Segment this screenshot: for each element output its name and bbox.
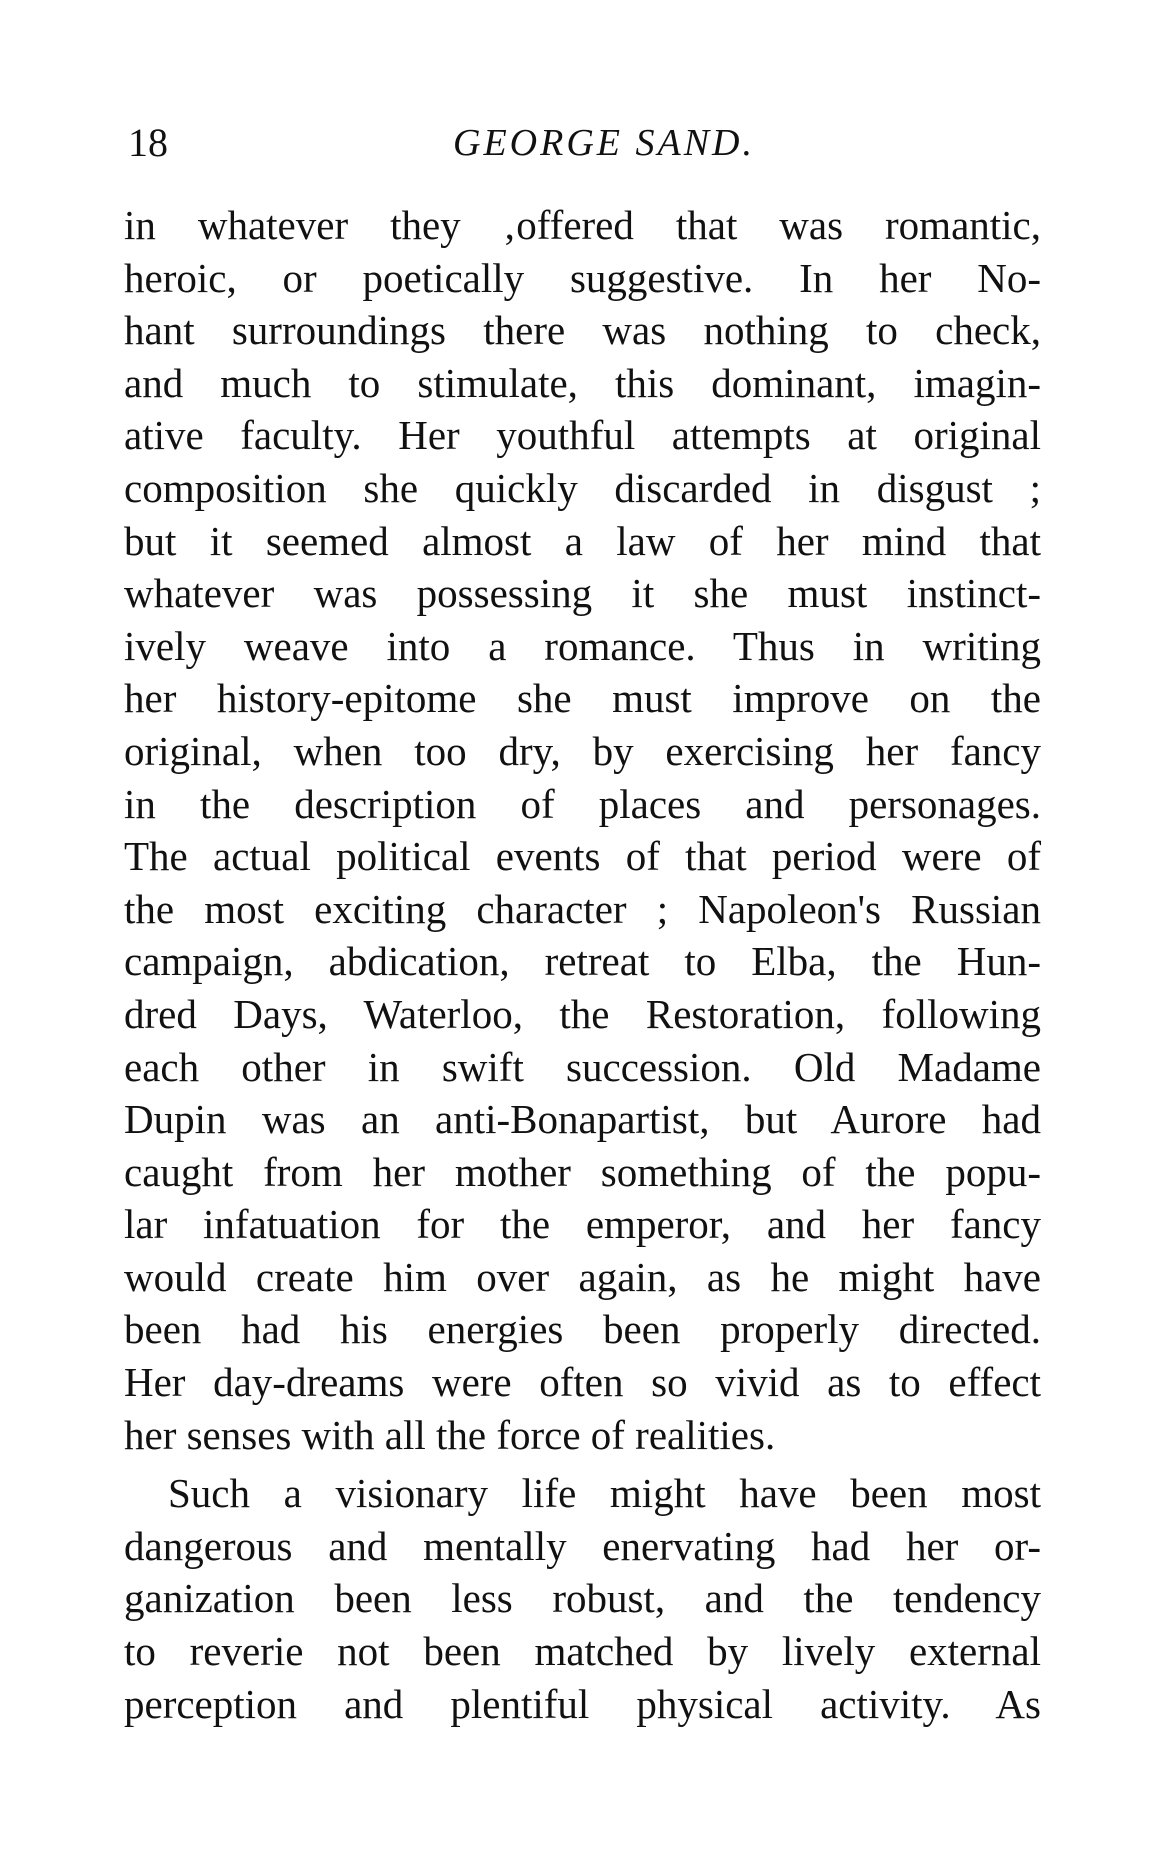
text-line: heroic, or poetically suggestive. In her No- [124, 254, 1041, 301]
text-line: and much to stimulate, this dominant, imagin- [124, 359, 1041, 406]
text-line: been had his energies been properly directed. [124, 1306, 1041, 1353]
text-line: her history-epitome she must improve on the [124, 675, 1041, 722]
text-line: perception and plentiful physical activity. As [124, 1680, 1041, 1727]
running-head [128, 118, 1040, 168]
text-line: but it seemed almost a law of her mind that [124, 517, 1041, 564]
body-text [124, 199, 1041, 1730]
text-line: caught from her mother something of the popu- [124, 1148, 1041, 1195]
text-line: would create him over again, as he might have [124, 1253, 1041, 1300]
text-line: Dupin was an anti-Bonapartist, but Aurore had [124, 1096, 1041, 1143]
text-line: composition she quickly discarded in disgust ; [124, 464, 1041, 511]
paragraph [124, 199, 1041, 1461]
text-line: The actual political events of that period were of [124, 833, 1041, 880]
text-line: dangerous and mentally enervating had her or- [124, 1522, 1041, 1569]
text-line: whatever was possessing it she must instinct- [124, 570, 1041, 617]
text-line: ganization been less robust, and the tendency [124, 1575, 1041, 1622]
text-line: hant surroundings there was nothing to check, [124, 307, 1041, 354]
text-line: dred Days, Waterloo, the Restoration, following [124, 990, 1041, 1037]
text-line: the most exciting character ; Napoleon's Russian [124, 885, 1041, 932]
text-line: in whatever they ‚offered that was romantic, [124, 202, 1041, 248]
text-line: ative faculty. Her youthful attempts at original [124, 412, 1041, 459]
text-line: in the description of places and personages. [124, 780, 1041, 827]
running-title: GEORGE SAND. [453, 122, 755, 164]
text-line: Such a visionary life might have been most [168, 1470, 1041, 1517]
text-line: lar infatuation for the emperor, and her fancy [124, 1201, 1041, 1248]
text-line: Her day-dreams were often so vivid as to effect [124, 1359, 1041, 1406]
page-number: 18 [128, 120, 168, 165]
text-line: ively weave into a romance. Thus in writing [124, 622, 1041, 669]
text-line: original, when too dry, by exercising her fancy [124, 727, 1041, 774]
paragraph [124, 1467, 1041, 1730]
text-line: campaign, abdication, retreat to Elba, the Hun- [124, 938, 1041, 985]
text-line: to reverie not been matched by lively external [124, 1628, 1041, 1675]
text-line: each other in swift succession. Old Madame [124, 1043, 1041, 1090]
text-line: her senses with all the force of realities. [124, 1411, 776, 1458]
